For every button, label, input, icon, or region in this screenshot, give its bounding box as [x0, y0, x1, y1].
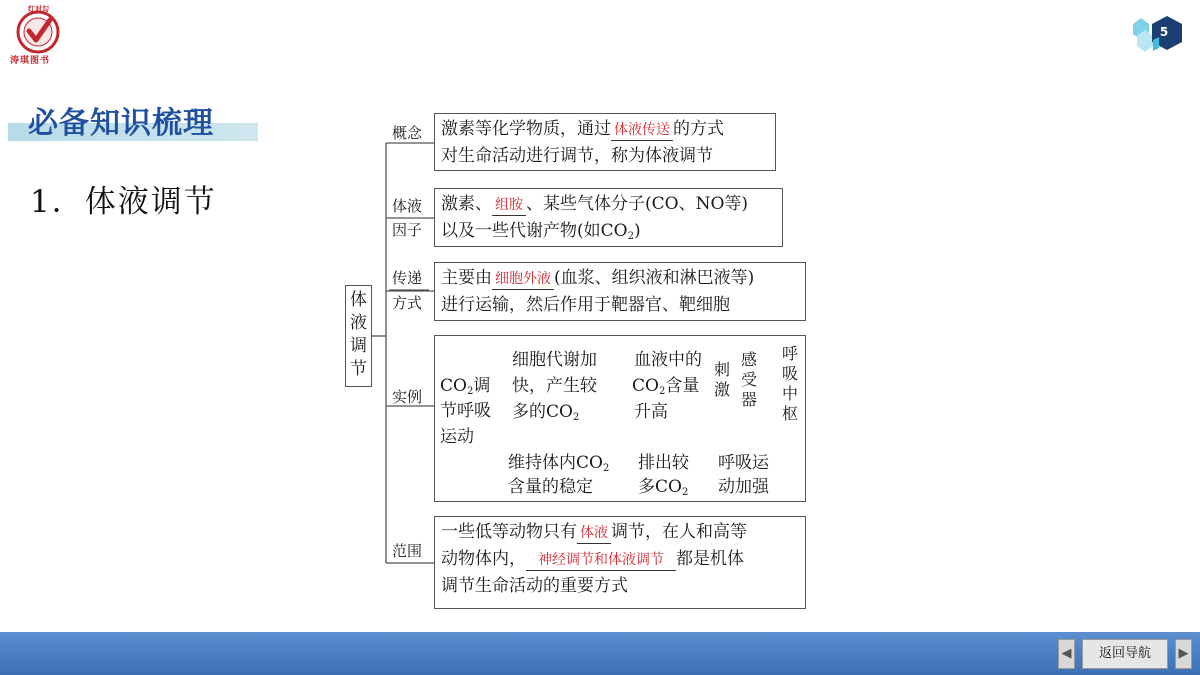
- concept-text: 对生命活动进行调节，称为体液调节: [441, 146, 713, 166]
- branch-label-transmission: 传递: [392, 269, 423, 287]
- scope-box: [434, 516, 806, 609]
- branch-label-concept: 概念: [392, 124, 423, 142]
- page-number: 5: [1159, 25, 1169, 39]
- answer-blank: 组胺: [492, 195, 526, 216]
- step-cell-metabolism: 多的$CO_2$: [512, 402, 580, 423]
- branch-label-factors: 体液: [392, 197, 423, 215]
- factors-text: 、某些气体分子(CO、NO等): [526, 194, 749, 214]
- factors-text: 以及一些代谢产物(如CO: [441, 221, 628, 241]
- step-maintain-co2: 维持体内$CO_2$: [508, 453, 610, 474]
- step-maintain-co2: 含量的稳定: [508, 477, 593, 497]
- bottom-bar: [0, 632, 1200, 675]
- transmission-text: (血浆、组织液和淋巴液等): [554, 268, 755, 288]
- example-left-text: 运动: [440, 427, 474, 447]
- logo-text: 涛琪图书: [10, 56, 51, 66]
- back-to-navigation-button[interactable]: 返回导航: [1082, 639, 1168, 669]
- scope-text: 一些低等动物只有: [441, 522, 577, 542]
- branch-label-example: 实例: [392, 388, 423, 406]
- subscript: 2: [627, 231, 634, 242]
- example-left-text: $CO_2$调: [440, 376, 491, 397]
- arrow-label-stimulus: 刺激: [713, 360, 730, 399]
- transmission-text: 主要由: [441, 268, 492, 288]
- step-blood-co2: 血液中的: [634, 350, 702, 370]
- scope-text: 动物体内，: [441, 549, 526, 569]
- transmission-text: 进行运输，然后作用于靶器官、靶细胞: [441, 295, 730, 315]
- section-title: 必备知识梳理: [28, 106, 214, 141]
- prev-page-button[interactable]: ◀: [1058, 639, 1075, 669]
- factors-box: [434, 188, 783, 247]
- concept-text: 的方式: [673, 119, 724, 139]
- root-node: 体液调节: [345, 285, 372, 387]
- step-breathing-increase: 动加强: [718, 477, 769, 497]
- factors-text: 激素、: [441, 194, 492, 214]
- example-left-text: 节呼吸: [440, 401, 491, 421]
- step-breathing-increase: 呼吸运: [718, 453, 769, 473]
- scope-text: 调节生命活动的重要方式: [441, 576, 628, 596]
- branch-label-transmission: 方式: [392, 294, 423, 312]
- answer-blank: 神经调节和体液调节: [526, 550, 676, 571]
- step-cell-metabolism: 快，产生较: [512, 376, 597, 396]
- step-receptor: 感受器: [740, 350, 757, 409]
- step-exhale-co2: 多$CO_2$: [638, 477, 689, 498]
- logo-top-text: 红对勾: [28, 5, 49, 13]
- concept-text: 激素等化学物质，通过: [441, 119, 611, 139]
- transmission-box: [434, 262, 806, 321]
- concept-box: [434, 113, 776, 171]
- answer-blank: 体液传送: [611, 120, 673, 141]
- scope-text: 调节，在人和高等: [611, 522, 747, 542]
- answer-blank: 体液: [577, 523, 611, 544]
- branch-label-scope: 范围: [392, 542, 423, 560]
- step-exhale-co2: 排出较: [638, 453, 689, 473]
- step-blood-co2: $CO_2$含量: [632, 376, 700, 397]
- step-respiratory-center: 呼吸中枢: [781, 344, 798, 423]
- step-blood-co2: 升高: [634, 402, 668, 422]
- scope-text: 都是机体: [676, 549, 744, 569]
- step-cell-metabolism: 细胞代谢加: [512, 350, 597, 370]
- item-title: 1．体液调节: [30, 184, 217, 220]
- factors-text: ): [633, 221, 641, 241]
- next-page-button[interactable]: ▶: [1175, 639, 1192, 669]
- branch-label-factors: 因子: [392, 221, 423, 239]
- answer-blank: 细胞外液: [492, 269, 554, 290]
